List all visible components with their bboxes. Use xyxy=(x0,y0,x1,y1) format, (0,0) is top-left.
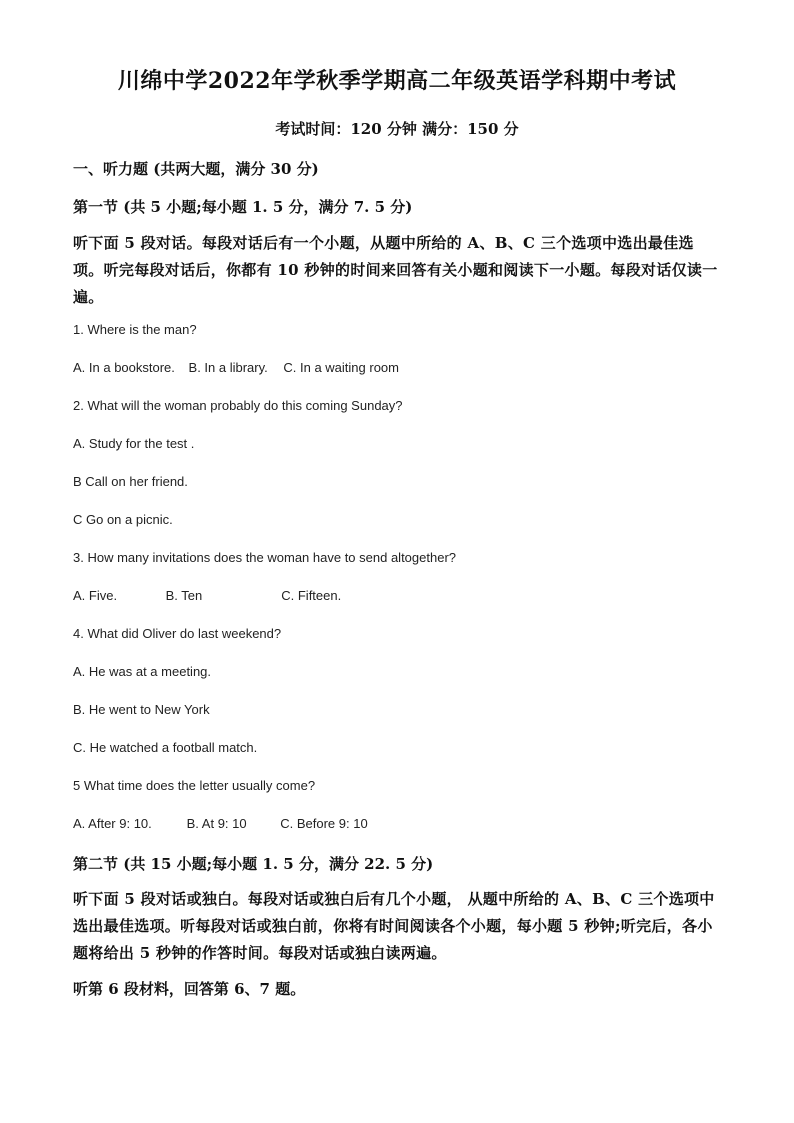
question-4-option-b: B. He went to New York xyxy=(73,702,210,717)
question-3-options xyxy=(73,588,341,603)
part2-subheading: 听第 6 段材料，回答第 6、7 题。 xyxy=(73,980,306,998)
question-4: 4. What did Oliver do last weekend? xyxy=(73,626,282,641)
question-4-option-c: C. He watched a football match. xyxy=(73,740,258,755)
option-c: C. Fifteen. xyxy=(281,588,342,603)
part1-heading: 第一节 (共 5 小题;每小题 1. 5 分，满分 7. 5 分) xyxy=(73,198,413,216)
question-4-option-a: A. He was at a meeting. xyxy=(73,664,212,679)
question-2-option-a: A. Study for the test . xyxy=(73,436,195,451)
option-a: A. After 9: 10. xyxy=(73,816,152,831)
part2-instructions: 听下面 5 段对话或独白。每段对话或独白后有几个小题， 从题中所给的 A、B、C 三个选项中选出最佳选项。听每段对话或独白前，你将有时间阅读各个小题，每小题 5 秒钟;听完后，各小题将给出 5 秒钟的作答时间。每段对话或独白读两遍。 xyxy=(73,890,715,962)
option-b: B. Ten xyxy=(165,588,203,603)
part1-instructions: 听下面 5 段对话。每段对话后有一个小题，从题中所给的 A、B、C 三个选项中选出最佳选项。听完每段对话后，你都有 10 秒钟的时间来回答有关小题和阅读下一小题。每段对话仅读一遍。 xyxy=(73,234,718,306)
exam-title: 川绵中学2022年学秋季学期高二年级英语学科期中考试 xyxy=(117,68,677,94)
option-b: B. In a library. xyxy=(188,360,268,375)
question-5: 5 What time does the letter usually come? xyxy=(73,778,316,793)
exam-info: 考试时间：120 分钟 满分：150 分 xyxy=(275,120,519,138)
option-a: A. In a bookstore. xyxy=(73,360,175,375)
question-2-option-b: B Call on her friend. xyxy=(73,474,188,489)
question-2-option-c: C Go on a picnic. xyxy=(73,512,173,527)
question-1: 1. Where is the man? xyxy=(73,322,197,337)
option-b: B. At 9: 10 xyxy=(186,816,247,831)
part2-heading: 第二节 (共 15 小题;每小题 1. 5 分，满分 22. 5 分) xyxy=(73,855,434,873)
option-a: A. Five. xyxy=(73,588,118,603)
section-heading: 一、听力题 (共两大题，满分 30 分) xyxy=(73,160,319,178)
option-c: C. In a waiting room xyxy=(283,360,399,375)
question-3: 3. How many invitations does the woman have to send altogether? xyxy=(73,550,457,565)
question-2: 2. What will the woman probably do this coming Sunday? xyxy=(73,398,403,413)
option-c: C. Before 9: 10 xyxy=(280,816,368,831)
question-1-options xyxy=(73,360,399,375)
question-5-options xyxy=(73,816,368,831)
